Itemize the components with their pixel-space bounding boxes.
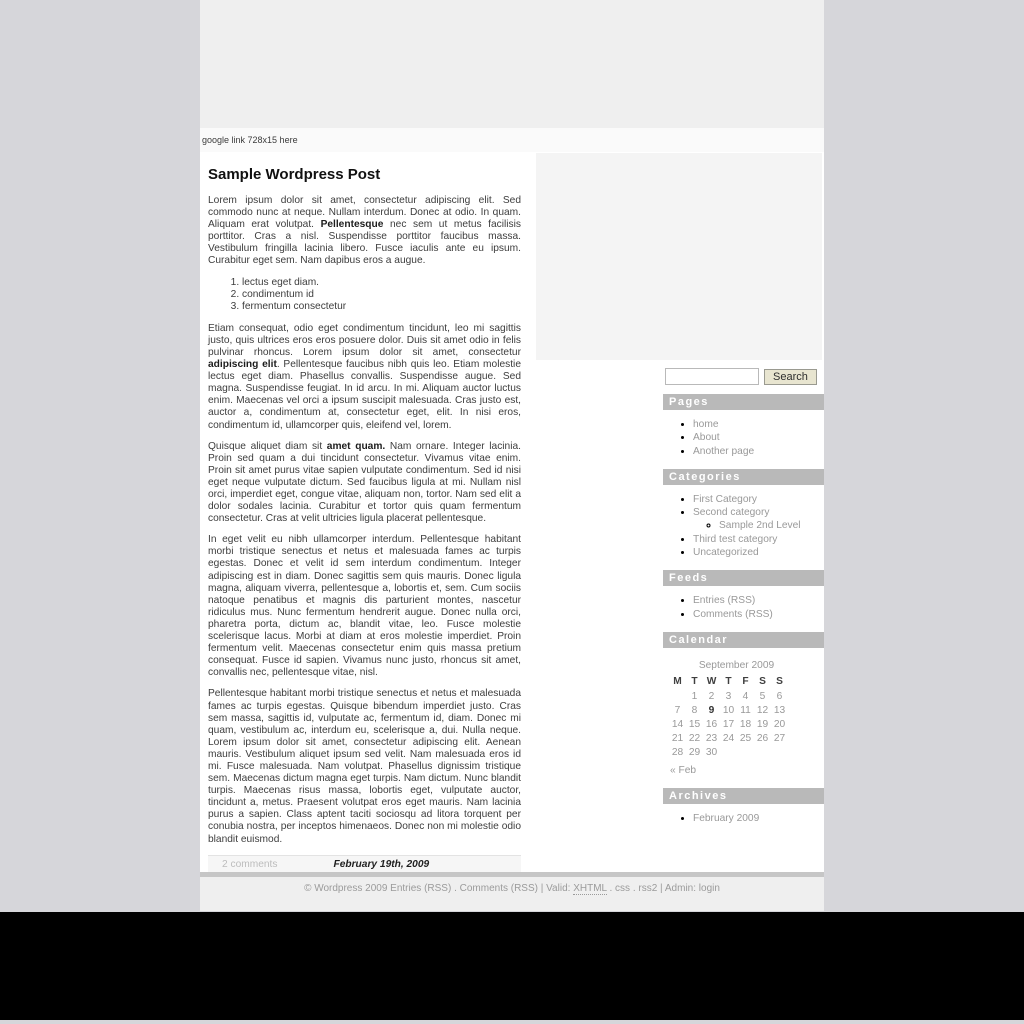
calendar-day-cell: 8 <box>691 704 698 716</box>
post-ordered-list <box>208 277 521 314</box>
sidebar-sublist <box>693 520 824 532</box>
calendar-day-cell: 7 <box>674 704 681 716</box>
post-paragraph: Lorem ipsum dolor sit amet, consectetur adipiscing elit. Sed commodo nunc at neque. Nullam interdum. Donec at odio. In quam. Aliquam erat volutpat. Pellentesque nec sem ut metus facilisis porttitor. Cras a nisl. Suspendisse porttitor faucibus massa. Vestibulum fringilla lacinia libero. Fusce iaculis ante eu ipsum. Curabitur eget sem. Nam dapibus eros a augue. <box>208 195 521 267</box>
calendar-day-cell: 19 <box>756 718 769 730</box>
sidebar-link[interactable]: February 2009 <box>693 812 760 824</box>
widgets-column <box>663 368 824 836</box>
archives-widget <box>663 788 824 836</box>
calendar-body <box>669 689 788 760</box>
calendar-day-cell: 11 <box>740 704 751 716</box>
comments-link[interactable]: 2 comments <box>222 858 278 870</box>
sidebar-link[interactable]: Entries (RSS) <box>693 595 756 607</box>
footer-text: © Wordpress 2009 Entries (RSS) . Comments (RSS) | Valid: XHTML . css . rss2 | Admin: login <box>304 883 720 894</box>
calendar-day-cell: 4 <box>742 690 749 702</box>
calendar-empty-cell <box>720 746 737 760</box>
calendar-day-cell: 17 <box>722 718 735 730</box>
post-body <box>208 195 521 846</box>
pages-widget <box>663 394 824 469</box>
sidebar-list-item <box>693 507 824 533</box>
calendar-day-cell: 21 <box>671 733 684 745</box>
search-widget <box>665 368 824 385</box>
post-list-item: 2. condimentum id <box>242 289 521 301</box>
sidebar-ad-placeholder <box>536 153 822 360</box>
post-paragraph: In eget velit eu nibh ullamcorper interdum. Pellentesque habitant morbi tristique senectus et netus et malesuada fames ac turpis egestas. Donec et velit id sem interdum condimentum. Integer adipiscing est in diam. Donec sagittis sem quis mauris. Donec ligula magna, aliquam viverra, pellentesque a, lobortis et, sem. Cum sociis natoque penatibus et magnis dis parturient montes, nascetur ridiculus mus. Nunc fermentum hendrerit augue. Donec nulla orci, pharetra porta, dictum ac, blandit vitae, leo. Fusce molestie scelerisque lacus. Morbi at diam at eros molestie imperdiet. Proin fermentum velit. Maecenas consectetur enim quis massa pretium consequat. Fusce id sapien. Vivamus nunc justo, rhoncus sit amet, convallis nec, pellentesque vitae, nisl. <box>208 534 521 679</box>
calendar-widget <box>663 632 824 788</box>
google-ad-link[interactable]: google link 728x15 here <box>202 135 298 145</box>
archives-widget-title: Archives <box>663 788 824 804</box>
sidebar-link[interactable]: Second category <box>693 507 770 519</box>
sidebar-list-item <box>693 446 824 458</box>
categories-widget-title: Categories <box>663 469 824 485</box>
xhtml-validation-link[interactable]: XHTML <box>573 883 607 894</box>
calendar-day-cell: 13 <box>773 704 786 716</box>
calendar-day-cell: 29 <box>688 747 701 759</box>
site-header <box>200 0 824 128</box>
sidebar-list-item <box>693 494 824 506</box>
pages-widget-title: Pages <box>663 394 824 410</box>
calendar-day-cell: 2 <box>708 690 715 702</box>
calendar-empty-cell <box>669 689 686 703</box>
calendar-day-header: F <box>742 676 749 688</box>
post-date: February 19th, 2009 <box>333 858 430 870</box>
calendar-day-cell: 30 <box>705 747 718 759</box>
calendar-empty-cell <box>737 746 754 760</box>
post-paragraph: Etiam consequat, odio eget condimentum tincidunt, leo mi sagittis justo, quis ultrices eros eros posuere dolor. Duis sit amet odio in felis pulvinar rhoncus. Lorem ipsum dolor sit amet, consectetur adipiscing elit. Pellentesque faucibus nibh quis leo. Etiam molestie lectus eget diam. Phasellus convallis. Suspendisse augue. Sed magna. Suspendisse feugiat. In id arcu. In mi. Aliquam auctor luctus enim. Maecenas vel orci a ipsum suscipit malesuada. Cras justo est, auctor a, condimentum at, consectetur eget, elit. In nisi eros, condimentum id, ullamcorper quis, eleifend vel, lorem. <box>208 322 521 431</box>
calendar-day-cell: 5 <box>759 690 766 702</box>
sidebar-link[interactable]: About <box>693 432 720 444</box>
calendar-day-cell: 14 <box>671 718 684 730</box>
calendar-day-cell: 22 <box>688 733 701 745</box>
post-paragraph: Quisque aliquet diam sit amet quam. Nam ornare. Integer lacinia. Proin sed quam a dui tincidunt consectetur. Vivamus vitae enim. Proin sit amet purus vitae sapien vulputate condimentum. Sed id nisi eget neque vulputate dictum. Sed faucibus ligula at mi. Nullam nisl orci, imperdiet eget, congue vitae, aliquam non, tortor. Nam sed elit a dolor sodales lacinia. Curabitur et tortor quis quam fermentum consectetur. Cras at velit ultricies ligula placerat pellentesque. <box>208 440 521 525</box>
sidebar-link[interactable]: Another page <box>693 445 755 457</box>
calendar-today-cell[interactable]: 9 <box>708 704 715 716</box>
categories-widget <box>663 469 824 570</box>
calendar-widget-title: Calendar <box>663 632 824 648</box>
calendar-empty-cell <box>754 746 771 760</box>
calendar-day-row <box>669 675 788 689</box>
calendar-day-cell: 1 <box>691 690 698 702</box>
sidebar-list-item <box>693 534 824 546</box>
bottom-black-band <box>0 912 1024 1020</box>
calendar-day-cell: 27 <box>773 733 786 745</box>
sidebar <box>533 152 824 872</box>
feeds-widget <box>663 570 824 632</box>
sidebar-list-item <box>719 520 824 532</box>
page-container <box>200 0 824 911</box>
calendar-day-cell: 24 <box>722 733 735 745</box>
post-title: Sample Wordpress Post <box>208 166 381 183</box>
calendar-empty-cell <box>771 746 788 760</box>
calendar-day-cell: 10 <box>722 704 735 716</box>
categories-list <box>663 494 824 559</box>
calendar-day-header: S <box>759 676 766 688</box>
search-button[interactable]: Search <box>764 369 817 385</box>
calendar-day-cell: 28 <box>671 747 684 759</box>
sidebar-link[interactable]: Sample 2nd Level <box>719 520 801 532</box>
calendar-day-cell: 6 <box>776 690 783 702</box>
post-paragraph: Pellentesque habitant morbi tristique senectus et netus et malesuada fames ac turpis egestas. Quisque bibendum imperdiet justo. Cras sem massa, sagittis id, vulputate ac, fermentum id, diam. Donec mi quam, vestibulum ac, interdum eu, scelerisque a, dui. Nulla neque. Lorem ipsum dolor sit amet, consectetur adipiscing elit. Aenean mauris. Vestibulum aliquet ipsum sed velit. Nam malesuada eros id mi. Fusce malesuada. Nam volutpat. Phasellus dignissim tristique sem. Maecenas dictum magna eget turpis. Nam dictum. Nunc blandit turpis. Maecenas risus massa, lobortis eget, vulputate auctor, tincidunt a, metus. Praesent volutpat eros eget mauris. Nam lacinia purus a sapien. Class aptent taciti sociosqu ad litora torquent per conubia nostra, per inceptos himenaeos. Donec non mi molestie odio blandit euismod. <box>208 688 521 845</box>
calendar-day-cell: 26 <box>756 733 769 745</box>
sidebar-list-item <box>693 813 824 825</box>
calendar-day-header: T <box>725 676 732 688</box>
calendar-caption: September 2009 <box>698 659 775 671</box>
feeds-list <box>663 595 824 621</box>
sidebar-list-item <box>693 609 824 621</box>
calendar-day-cell: 18 <box>739 718 752 730</box>
calendar-day-cell: 23 <box>705 733 718 745</box>
sidebar-list-item <box>693 547 824 559</box>
pages-list <box>663 419 824 458</box>
feeds-widget-title: Feeds <box>663 570 824 586</box>
post-meta-row <box>208 855 521 872</box>
sidebar-list-item <box>693 432 824 444</box>
sidebar-list-item <box>693 595 824 607</box>
calendar-day-cell: 3 <box>725 690 732 702</box>
calendar-day-cell: 16 <box>705 718 718 730</box>
calendar-day-header: S <box>776 676 783 688</box>
site-footer <box>200 877 824 911</box>
calendar-day-header: W <box>706 676 717 688</box>
calendar-day-header: T <box>691 676 698 688</box>
sidebar-link[interactable]: home <box>693 419 719 430</box>
ad-strip <box>200 128 824 152</box>
calendar-prev-month-link[interactable]: « Feb <box>670 764 697 776</box>
sidebar-link[interactable]: Uncategorized <box>693 547 759 559</box>
calendar-day-header: M <box>673 676 682 688</box>
calendar-day-cell: 15 <box>688 718 701 730</box>
search-input[interactable] <box>665 368 759 385</box>
post-list-item: 3. fermentum consectetur <box>242 301 521 313</box>
archives-list <box>663 813 824 825</box>
sidebar-list-item <box>693 419 824 431</box>
calendar-day-cell: 12 <box>756 704 769 716</box>
post-column <box>200 152 533 872</box>
sidebar-link[interactable]: First Category <box>693 493 757 505</box>
main-area <box>200 152 824 872</box>
calendar-day-cell: 25 <box>739 733 752 745</box>
sidebar-link[interactable]: Comments (RSS) <box>693 608 773 620</box>
sidebar-link[interactable]: Third test category <box>693 533 778 545</box>
post-list-item: 1. lectus eget diam. <box>242 277 521 289</box>
calendar-day-cell: 20 <box>773 718 786 730</box>
calendar-table <box>669 675 788 760</box>
